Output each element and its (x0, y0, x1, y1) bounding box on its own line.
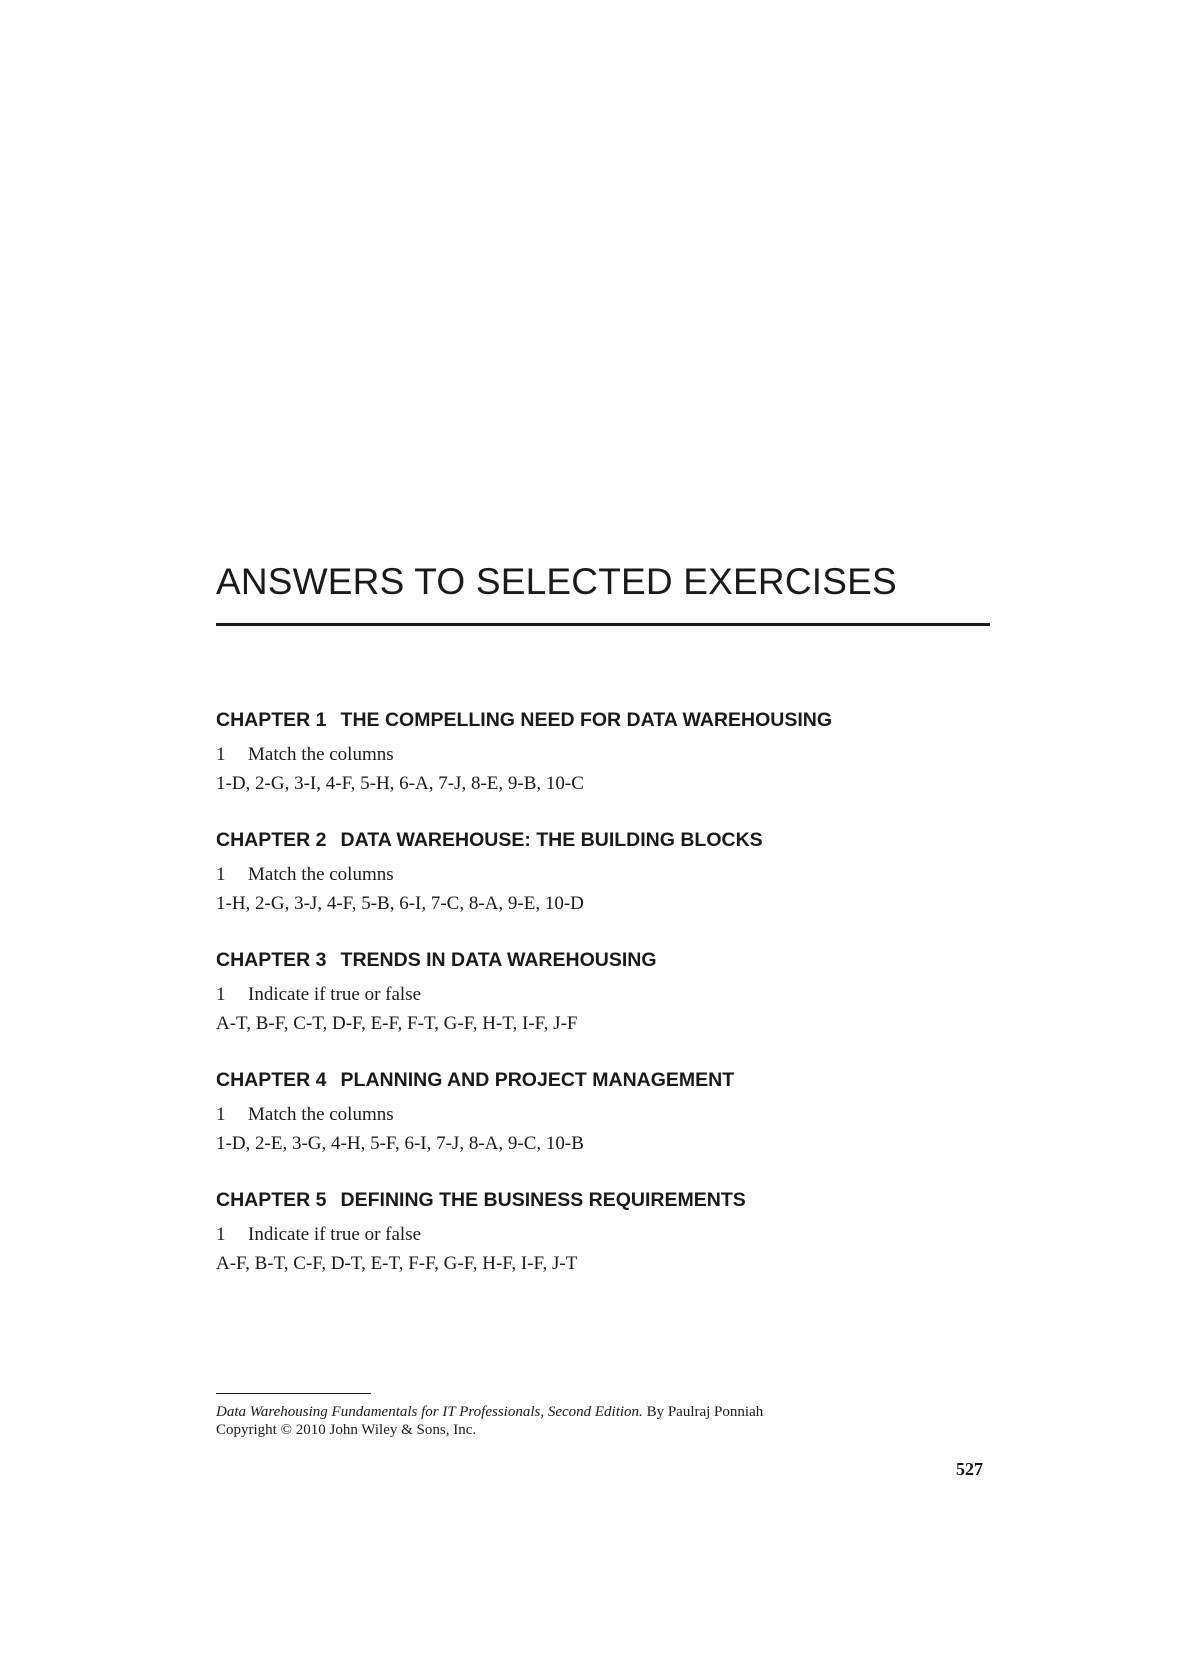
copyright-notice: Copyright © 2010 John Wiley & Sons, Inc. (216, 1422, 477, 1438)
chapter-title: PLANNING AND PROJECT MANAGEMENT (340, 1069, 735, 1091)
chapter-number: CHAPTER 4 (216, 1069, 327, 1091)
chapter-heading (216, 1186, 990, 1214)
chapter-section (216, 706, 990, 826)
chapter-heading (216, 1066, 990, 1094)
exercise-label: Indicate if true or false (248, 984, 422, 1005)
exercise-number: 1 (216, 984, 226, 1005)
chapter-title: DEFINING THE BUSINESS REQUIREMENTS (340, 1189, 746, 1211)
chapter-heading (216, 826, 990, 854)
chapter-number: CHAPTER 2 (216, 829, 327, 851)
footnote-rule (216, 1393, 371, 1394)
answer-key: A-T, B-F, C-T, D-F, E-F, F-T, G-F, H-T, I-F, J-F (216, 1013, 578, 1034)
exercise-item (216, 1104, 990, 1126)
book-title: Data Warehousing Fundamentals for IT Professionals, Second Edition. (216, 1404, 643, 1420)
footnote-citation (216, 1403, 763, 1421)
page-title: ANSWERS TO SELECTED EXERCISES (216, 561, 897, 602)
exercise-item (216, 864, 990, 886)
chapter-section (216, 1066, 990, 1186)
exercise-item (216, 1224, 990, 1246)
exercise-label: Indicate if true or false (248, 1224, 422, 1245)
chapter-heading (216, 946, 990, 974)
answer-key: 1-D, 2-G, 3-I, 4-F, 5-H, 6-A, 7-J, 8-E, 9-B, 10-C (216, 773, 584, 794)
chapter-heading (216, 706, 990, 734)
chapter-title: THE COMPELLING NEED FOR DATA WAREHOUSING (340, 709, 833, 731)
chapter-number: CHAPTER 3 (216, 949, 327, 971)
answer-key: 1-H, 2-G, 3-J, 4-F, 5-B, 6-I, 7-C, 8-A, 9-E, 10-D (216, 893, 584, 914)
exercise-number: 1 (216, 1224, 226, 1245)
chapter-section (216, 946, 990, 1066)
chapter-number: CHAPTER 5 (216, 1189, 327, 1211)
exercise-number: 1 (216, 864, 226, 885)
answer-key: A-F, B-T, C-F, D-T, E-T, F-F, G-F, H-F, I-F, J-T (216, 1253, 578, 1274)
page-number: 527 (956, 1459, 983, 1479)
exercise-label: Match the columns (248, 744, 394, 765)
chapter-number: CHAPTER 1 (216, 709, 327, 731)
title-rule (216, 623, 990, 626)
exercise-item (216, 984, 990, 1006)
book-author: By Paulraj Ponniah (646, 1404, 764, 1420)
footnote (216, 1403, 763, 1439)
exercise-number: 1 (216, 1104, 226, 1125)
exercise-label: Match the columns (248, 1104, 394, 1125)
chapter-title: DATA WAREHOUSE: THE BUILDING BLOCKS (340, 829, 763, 851)
chapter-list (216, 706, 990, 1306)
chapter-section (216, 1186, 990, 1306)
exercise-label: Match the columns (248, 864, 394, 885)
exercise-item (216, 744, 990, 766)
exercise-number: 1 (216, 744, 226, 765)
chapter-section (216, 826, 990, 946)
answer-key: 1-D, 2-E, 3-G, 4-H, 5-F, 6-I, 7-J, 8-A, 9-C, 10-B (216, 1133, 584, 1154)
chapter-title: TRENDS IN DATA WAREHOUSING (340, 949, 657, 971)
